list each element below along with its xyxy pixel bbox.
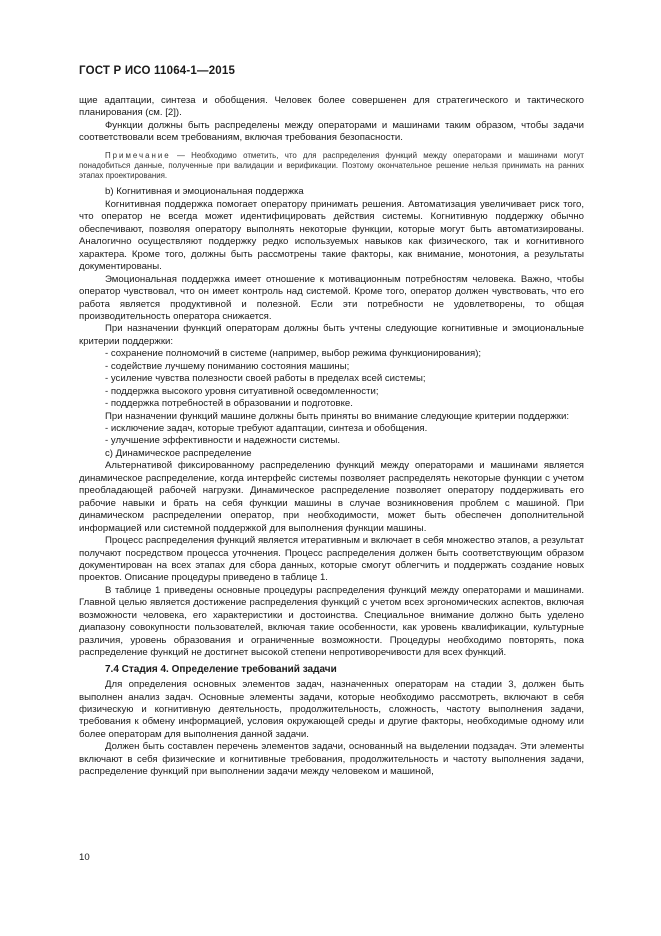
page-number: 10	[79, 852, 90, 863]
paragraph: c) Динамическое распределение	[105, 447, 252, 459]
note-paragraph	[79, 151, 584, 182]
paragraph: Процесс распределения функций является итеративным и включает в себя множество этапов, а результат получают посредством процесса уточнения. Процесс распределения должен быть соответствующим образом документирован на всех этапах для сбора данных, которые смогут облегчить и поддержать создание новых проектов. Описание процедуры приведено в таблице 1.	[79, 535, 584, 584]
section-heading: 7.4 Стадия 4. Определение требований задачи	[105, 663, 337, 675]
paragraph: Должен быть составлен перечень элементов задачи, основанный на выделении подзадач. Эти элементы включают в себя физические и когнитивные требования, продолжительность и частоту выполнения задачи, распределение функций при выполнении задачи между человеком и машиной,	[79, 741, 584, 778]
paragraph: В таблице 1 приведены основные процедуры распределения функций между операторами и машинами. Главной целью является достижение распределения функций с учетом всех эргономических аспектов, включая возможности человека, его характеристики и достоинства. Специальное внимание должно быть уделено диапазону совокупности пользователей, включая такие особенности, как уровень квалификации, культурные различия, уровень образования и ограниченные возможности. Процедуры необходимо повторять, пока распределение функций не достигнет высокой степени непротиворечивости для всех функций.	[79, 584, 584, 659]
list-item: - усиление чувства полезности своей работы в пределах всей системы;	[105, 373, 426, 385]
list-item: - содействие лучшему пониманию состояния машины;	[105, 360, 350, 372]
paragraph: b) Когнитивная и эмоциональная поддержка	[105, 186, 304, 198]
list-item: - исключение задач, которые требуют адаптации, синтеза и обобщения.	[105, 423, 428, 435]
document-header: ГОСТ Р ИСО 11064-1—2015	[79, 65, 236, 77]
paragraph: При назначении функций операторам должны быть учтены следующие когнитивные и эмоциональные критерии поддержки:	[79, 323, 584, 347]
note-label: Примечание	[105, 150, 171, 160]
paragraph: Функции должны быть распределены между операторами и машинами таким образом, чтобы задачи соответствовали всем требованиям, включая требования безопасности.	[79, 119, 584, 144]
list-item: - поддержка потребностей в образовании и подготовке.	[105, 398, 353, 410]
paragraph: Когнитивная поддержка помогает оператору принимать решения. Автоматизация увеличивает риск того, что оператор не всегда может идентифицировать действия системы. Когнитивную поддержку обычно обеспечивают, позволяя оператору выполнять некоторые функции, которые могут быть автоматизированы. Аналогично осуществляют поддержку редко используемых навыков как физического, так и когнитивного характера. Кроме того, должны быть рассмотрены такие факторы, как внимание, монотония, а результаты документированы.	[79, 198, 584, 273]
paragraph: Альтернативой фиксированному распределению функций между операторами и машинами является динамическое распределение, когда интерфейс системы позволяет распределять некоторые функции с учетом преобладающей рабочей нагрузки. Динамическое распределение позволяет оператору поддерживать его рабочие навыки и брать на себя функции машины в случае возникновения проблем с машиной. При динамическом распределении оператор, при необходимости, может быть обеспечен дополнительной информацией или системной поддержкой для выполнения функции машины.	[79, 460, 584, 534]
list-item: - поддержка высокого уровня ситуативной осведомленности;	[105, 385, 379, 397]
paragraph: Для определения основных элементов задач, назначенных операторам на стадии 3, должен быть выполнен анализ задач. Основные элементы задачи, которые необходимо рассмотреть, включают в себя физическую и когнитивную деятельность, продолжительность, сложность, частоту выполнения задачи, требования к обмену информацией, условия окружающей среды и другие факторы, необходимые одному или более операторам для выполнения данной задачи.	[79, 679, 584, 740]
paragraph: щие адаптации, синтеза и обобщения. Человек более совершенен для стратегического и тактического планирования (см. [2]).	[79, 95, 584, 119]
list-item: - улучшение эффективности и надежности системы.	[105, 435, 341, 447]
paragraph: Эмоциональная поддержка имеет отношение к мотивационным потребностям человека. Важно, чтобы оператор чувствовал, что он имеет контроль над системой. Кроме того, оператор должен чувствовать, что его работа является продуктивной и полезной. Если эти потребности не удовлетворены, то общая производительность оператора снижается.	[79, 273, 584, 322]
list-item: - сохранение полномочий в системе (например, выбор режима функционирования);	[105, 348, 482, 360]
document-body	[79, 95, 584, 779]
note-text: — Необходимо отметить, что для распределения функций между операторами и машинами могут понадобиться данные, полученные при валидации и верификации. Поэтому окончательное решение нельзя принимать на ранних этапах проектирования.	[79, 150, 584, 181]
paragraph: При назначении функций машине должны быть приняты во внимание следующие критерии поддержки:	[105, 410, 569, 422]
